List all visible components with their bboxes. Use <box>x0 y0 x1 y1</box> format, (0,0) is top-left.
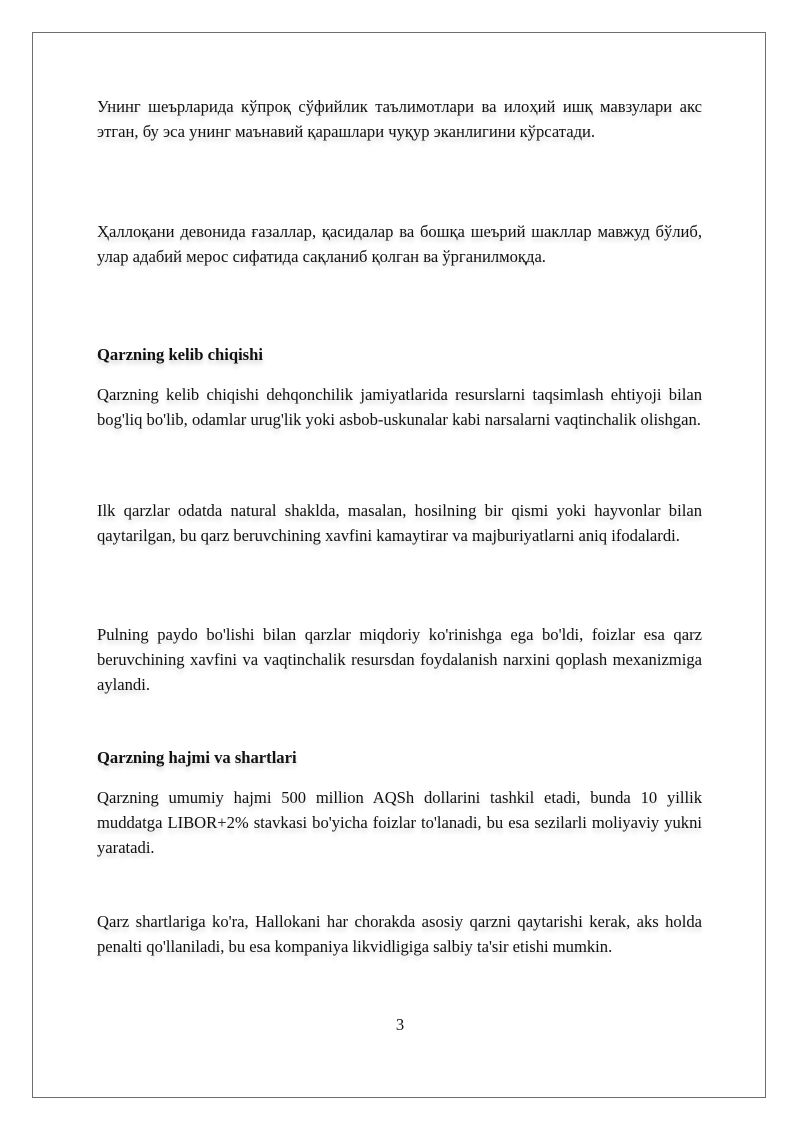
section-origin-paragraph-1: Qarzning kelib chiqishi dehqonchilik jamiyatlarida resurslarni taqsimlash ehtiyoji bilan bog'liq bo'lib, odamlar urug'lik yoki asbob-uskunalar kabi narsalarni vaqtinchalik olishgan. <box>97 385 702 429</box>
page-number: 3 <box>395 1015 405 1034</box>
paragraph-intro-2: Ҳаллоқани девонида ғазаллар, қасидалар ва бошқа шеърий шакллар мавжуд бўлиб, улар адабий мерос сифатида сақланиб қолган ва ўрганилмоқда. <box>97 222 702 266</box>
section-heading-origin: Qarzning kelib chiqishi <box>97 345 263 364</box>
section-terms-paragraph-2: Qarz shartlariga ko'ra, Hallokani har chorakda asosiy qarzni qaytarishi kerak, aks holda penalti qo'llaniladi, bu esa kompaniya likvidligiga salbiy ta'sir etishi mumkin. <box>97 912 702 956</box>
paragraph-intro-1: Унинг шеърларида кўпроқ сўфийлик таълимотлари ва илоҳий ишқ мавзулари акс этган, бу эса унинг маънавий қарашлари чуқур эканлигини кўрсатади. <box>97 97 702 141</box>
section-terms-paragraph-1: Qarzning umumiy hajmi 500 million AQSh dollarini tashkil etadi, bunda 10 yillik muddatga LIBOR+2% stavkasi bo'yicha foizlar to'lanadi, bu esa sezilarli moliyaviy yukni yaratadi. <box>97 788 702 857</box>
section-origin-paragraph-2: Ilk qarzlar odatda natural shaklda, masalan, hosilning bir qismi yoki hayvonlar bilan qaytarilgan, bu qarz beruvchining xavfini kamaytirar va majburiyatlarni aniq ifodalardi. <box>97 501 702 545</box>
section-heading-terms: Qarzning hajmi va shartlari <box>97 748 297 767</box>
section-origin-paragraph-3: Pulning paydo bo'lishi bilan qarzlar miqdoriy ko'rinishga ega bo'ldi, foizlar esa qarz beruvchining xavfini va vaqtinchalik resursdan foydalanish narxini qoplash mexanizmiga aylandi. <box>97 625 702 694</box>
